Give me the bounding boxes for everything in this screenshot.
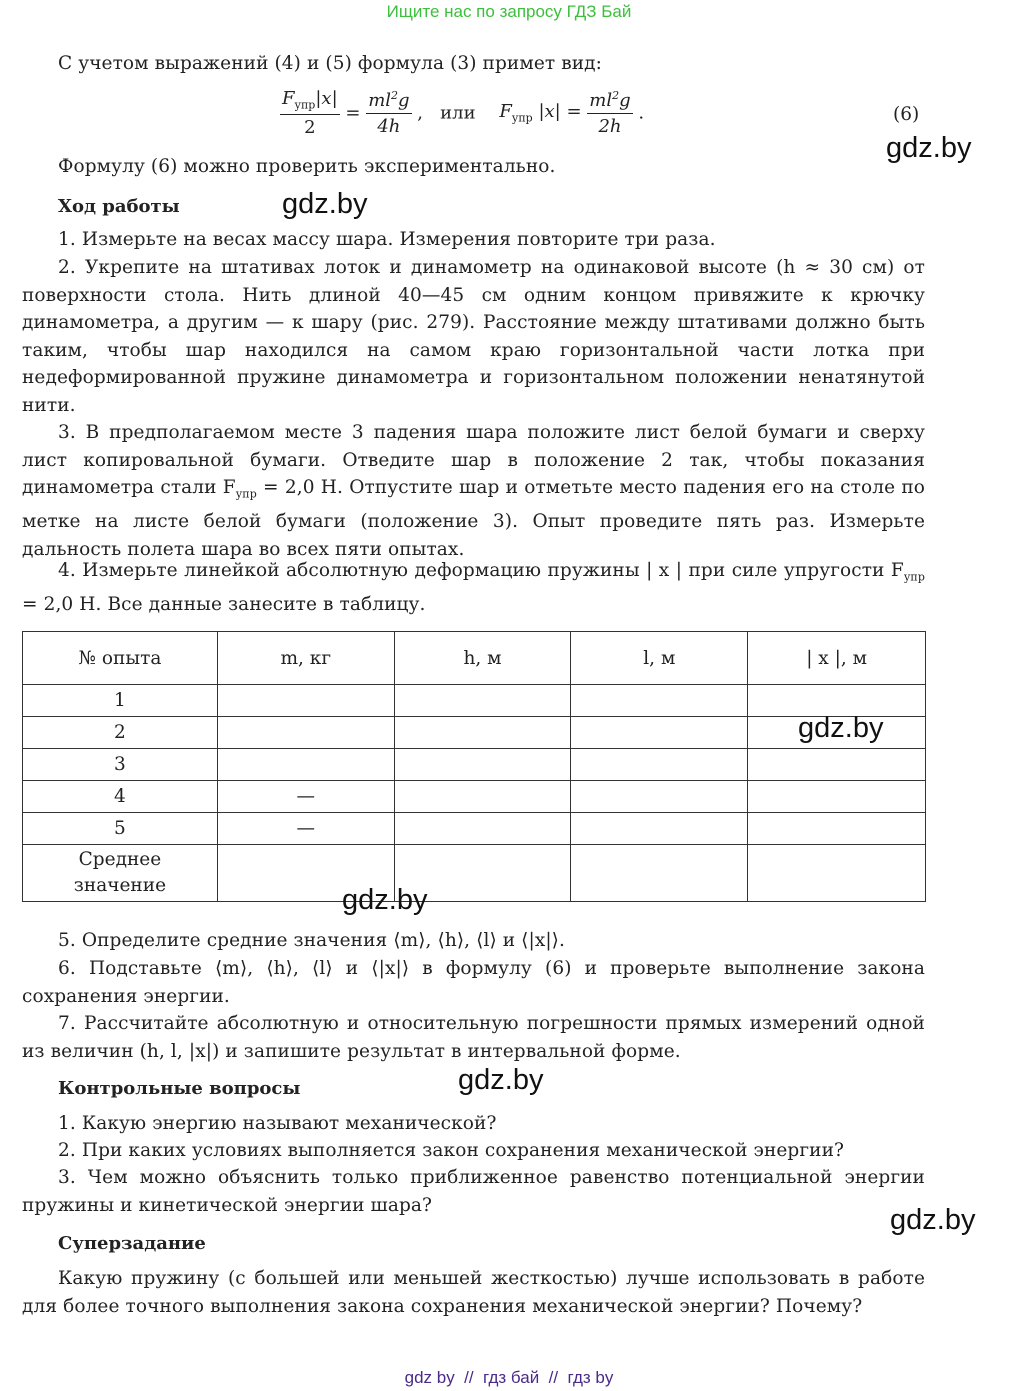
table-cell	[394, 813, 571, 845]
step-1: 1. Измерьте на весах массу шара. Измерения повторите три раза.	[58, 229, 716, 250]
table-header-row	[23, 632, 926, 685]
table-cell: 3	[23, 749, 218, 781]
step-7: 7. Рассчитайте абсолютную и относительную погрешности прямых измерений одной из величин (h, l, |x|) и запишите результат в интервальной форме.	[22, 1013, 925, 1062]
table-cell	[571, 813, 748, 845]
section-work-heading: Ход работы	[58, 196, 180, 217]
section-super-heading: Суперзадание	[58, 1233, 206, 1254]
table-cell	[571, 749, 748, 781]
table-row	[23, 749, 926, 781]
table-cell: 1	[23, 685, 218, 717]
table-cell	[394, 749, 571, 781]
table-cell	[217, 717, 394, 749]
table-cell	[748, 813, 926, 845]
watermark: gdz.by	[342, 884, 428, 916]
fraction-left: $\frac{F_{упр}|x|}{2}$	[282, 88, 338, 138]
table-cell	[217, 749, 394, 781]
table-row	[23, 813, 926, 845]
table-cell	[394, 717, 571, 749]
step-4: 4. Измерьте линейкой абсолютную деформацию пружины | x | при силе упругости $F_{упр} = 2,0$ Н. Все данные занесите в таблицу.	[22, 560, 925, 616]
table-cell	[394, 781, 571, 813]
equation-number: (6)	[893, 104, 920, 125]
table-cell: 2	[23, 717, 218, 749]
data-table	[22, 631, 926, 902]
table-cell	[748, 749, 926, 781]
table-cell	[571, 845, 748, 902]
table-cell	[217, 685, 394, 717]
fraction-right: $\frac{ml^2g}{2h}$	[589, 88, 631, 137]
section-questions-heading: Контрольные вопросы	[58, 1078, 301, 1099]
bottom-banner[interactable]: gdz by // гдз бай // гдз by	[404, 1368, 614, 1387]
watermark: gdz.by	[458, 1064, 544, 1096]
watermark: gdz.by	[282, 188, 368, 220]
table-cell: 5	[23, 813, 218, 845]
average-label-cell: Среднее значение	[23, 845, 218, 902]
table-cell: —	[217, 781, 394, 813]
watermark: gdz.by	[886, 132, 972, 164]
table-cell	[571, 717, 748, 749]
header-cell-deformation: | x |, м	[748, 632, 926, 685]
table-row-average	[23, 845, 926, 902]
table-cell: —	[217, 813, 394, 845]
table-cell	[571, 781, 748, 813]
super-task-text: Какую пружину (с большей или меньшей жесткостью) лучше использовать в работе для более точного выполнения закона сохранения механической энергии? Почему?	[22, 1268, 925, 1317]
top-banner[interactable]: Ищите нас по запросу ГДЗ Бай	[386, 2, 632, 21]
table-cell	[748, 781, 926, 813]
question-2: 2. При каких условиях выполняется закон сохранения механической энергии?	[58, 1140, 845, 1161]
step-5: 5. Определите средние значения ⟨m⟩, ⟨h⟩, ⟨l⟩ и ⟨|x|⟩.	[58, 930, 565, 951]
header-cell-distance: l, м	[571, 632, 748, 685]
watermark: gdz.by	[890, 1204, 976, 1236]
table-row	[23, 781, 926, 813]
step-3: 3. В предполагаемом месте 3 падения шара положите лист белой бумаги и сверху лист копировальной бумаги. Отведите шар в положение 2 так, чтобы показания динамометра стали $F_{упр} = 2,0$ Н. Отпустите шар и отметьте место падения его на столе по метке на листе белой бумаги (положение 3). Опыт проведите пять раз. Измерьте дальность полета шара во всех пяти опытах.	[22, 422, 925, 560]
step-6: 6. Подставьте ⟨m⟩, ⟨h⟩, ⟨l⟩ и ⟨|x|⟩ в формулу (6) и проверьте выполнение закона сохранения энергии.	[22, 958, 925, 1007]
formula-6: $\frac{F_{упр}|x|}{2}$ = $\frac{ml^2g}{4h}$ , или $F_{упр}$ |x| = $\frac{ml^2g}{2h}$ .	[282, 88, 645, 138]
table-cell	[748, 845, 926, 902]
question-3: 3. Чем можно объяснить только приближенное равенство потенциальной энергии пружины и кинетической энергии шара?	[22, 1167, 925, 1216]
check-text: Формулу (6) можно проверить экспериментально.	[58, 156, 556, 177]
table-cell	[571, 685, 748, 717]
header-cell-height: h, м	[394, 632, 571, 685]
header-cell-mass: m, кг	[217, 632, 394, 685]
table-row	[23, 717, 926, 749]
watermark: gdz.by	[798, 712, 884, 744]
table-cell: 4	[23, 781, 218, 813]
table-cell	[394, 685, 571, 717]
question-1: 1. Какую энергию называют механической?	[58, 1113, 497, 1134]
intro-text: С учетом выражений (4) и (5) формула (3) примет вид:	[58, 53, 602, 74]
table-row	[23, 685, 926, 717]
step-2: 2. Укрепите на штативах лоток и динамометр на одинаковой высоте (h ≈ 30 см) от поверхности стола. Нить длиной 40—45 см одним концом привяжите к крючку динамометра, а другим — к шару (рис. 279). Расстояние между штативами должно быть таким, чтобы шар находился на самом краю горизонтальной части лотка при недеформированной пружине динамометра и горизонтальном положении ненатянутой нити.	[22, 257, 925, 416]
header-cell-number: № опыта	[23, 632, 218, 685]
fraction-middle: $\frac{ml^2g}{4h}$	[368, 88, 410, 137]
